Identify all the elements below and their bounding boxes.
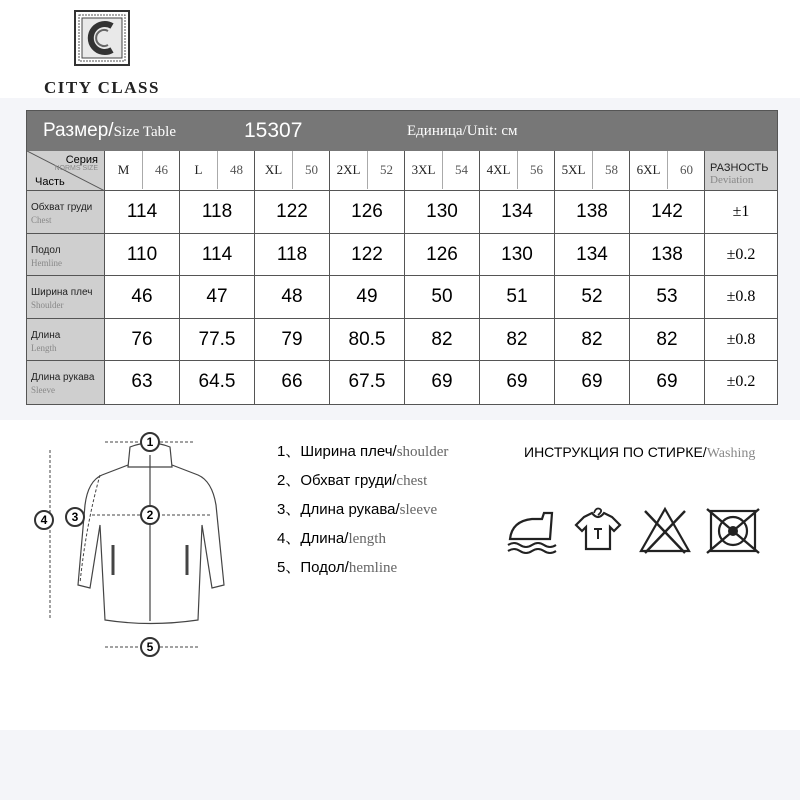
measurement-value: 76	[105, 319, 180, 362]
row-label-ru: Длина рукава	[31, 372, 95, 384]
measurement-value: 114	[105, 191, 180, 234]
size-header-cell	[180, 151, 255, 191]
legend-label-ru: Подол/	[300, 559, 349, 576]
size-header-cell	[555, 151, 630, 191]
measurement-value: 118	[255, 234, 330, 277]
row-label-cell	[27, 361, 105, 404]
legend-separator: 、	[285, 472, 301, 489]
measurement-value: 110	[105, 234, 180, 277]
measurement-value: 64.5	[180, 361, 255, 404]
footer-band	[0, 730, 800, 800]
legend-separator: 、	[285, 559, 301, 576]
measurement-value: 69	[405, 361, 480, 404]
legend-item	[277, 440, 497, 469]
size-header-cell	[630, 151, 705, 191]
legend-number: 5	[277, 559, 286, 576]
legend-number: 2	[277, 472, 286, 489]
row-label-cell	[27, 234, 105, 277]
row-label-cell	[27, 319, 105, 362]
measurement-value: 118	[180, 191, 255, 234]
legend-separator: 、	[285, 443, 301, 460]
size-number: 56	[530, 162, 543, 177]
table-corner-cell	[27, 151, 105, 191]
size-header-cell	[480, 151, 555, 191]
size-number: 48	[230, 162, 243, 177]
corner-norms-label: NORMS SIZE	[54, 165, 98, 172]
deviation-value: ±0.8	[705, 276, 777, 319]
row-label-ru: Длина	[31, 329, 61, 341]
row-label-cell	[27, 191, 105, 234]
measurement-value: 80.5	[330, 319, 405, 362]
deviation-value: ±0.2	[705, 234, 777, 277]
legend-label-en: shoulder	[396, 444, 449, 460]
legend-item	[277, 556, 497, 585]
hang-dry-icon	[570, 505, 626, 555]
deviation-header-cell	[705, 151, 777, 191]
legend-label-en: chest	[396, 473, 428, 489]
no-bleach-icon	[637, 505, 693, 555]
measurement-value: 48	[255, 276, 330, 319]
size-header-cell	[105, 151, 180, 191]
size-letter: 5XL	[555, 151, 593, 189]
legend-separator: 、	[285, 530, 301, 547]
care-title	[524, 444, 755, 462]
measurement-value: 52	[555, 276, 630, 319]
legend-item	[277, 469, 497, 498]
size-number: 60	[680, 162, 693, 177]
corner-part-label: Часть	[35, 176, 65, 188]
size-header-cell	[255, 151, 330, 191]
measurement-value: 69	[630, 361, 705, 404]
measurement-value: 82	[480, 319, 555, 362]
no-tumble-dry-icon	[705, 505, 761, 555]
measurement-value: 126	[330, 191, 405, 234]
legend-label-ru: Длина/	[300, 530, 349, 547]
care-title-ru: ИНСТРУКЦИЯ ПО СТИРКЕ/	[524, 444, 707, 460]
measurement-value: 63	[105, 361, 180, 404]
measurement-value: 67.5	[330, 361, 405, 404]
size-number: 54	[455, 162, 468, 177]
legend-item	[277, 498, 497, 527]
marker-5: 5	[146, 640, 154, 654]
corner-series-label: Серия	[65, 154, 98, 166]
measurement-value: 142	[630, 191, 705, 234]
brand-logo	[0, 0, 200, 98]
legend-label-ru: Обхват груди/	[300, 472, 397, 489]
measurement-value: 82	[630, 319, 705, 362]
row-label-en: Shoulder	[31, 300, 64, 311]
size-number: 52	[380, 162, 393, 177]
legend-number: 1	[277, 443, 286, 460]
measurement-value: 47	[180, 276, 255, 319]
measurement-value: 122	[255, 191, 330, 234]
measurement-value: 50	[405, 276, 480, 319]
measurement-value: 82	[555, 319, 630, 362]
size-table	[26, 110, 778, 405]
measurement-value: 138	[555, 191, 630, 234]
deviation-header-ru: РАЗНОСТЬ	[710, 162, 769, 174]
row-label-en: Hemline	[31, 257, 62, 268]
measurement-value: 82	[405, 319, 480, 362]
measurement-value: 138	[630, 234, 705, 277]
iron-icon	[502, 505, 558, 555]
measurement-value: 77.5	[180, 319, 255, 362]
measurement-legend	[277, 440, 497, 585]
table-title	[43, 120, 176, 142]
size-letter: 6XL	[630, 151, 668, 189]
unit-label: Единица/Unit: см	[407, 123, 518, 139]
size-letter: XL	[255, 151, 293, 189]
legend-item	[277, 527, 497, 556]
measurement-value: 79	[255, 319, 330, 362]
size-number: 58	[605, 162, 618, 177]
size-header-cell	[330, 151, 405, 191]
measurement-value: 69	[480, 361, 555, 404]
measurement-value: 69	[555, 361, 630, 404]
measurement-value: 126	[405, 234, 480, 277]
size-letter: 2XL	[330, 151, 368, 189]
marker-1: 1	[146, 435, 154, 449]
table-title-en: Size Table	[113, 124, 176, 140]
deviation-value: ±0.2	[726, 373, 756, 391]
city-class-logo-icon	[74, 10, 130, 66]
marker-4: 4	[40, 513, 48, 527]
measurement-value: 130	[405, 191, 480, 234]
care-title-en: Washing	[706, 446, 756, 461]
marker-3: 3	[71, 510, 79, 524]
measurement-value: 130	[480, 234, 555, 277]
legend-number: 4	[277, 530, 286, 547]
measurement-value: 46	[105, 276, 180, 319]
size-header-cell	[405, 151, 480, 191]
size-letter: L	[180, 151, 218, 189]
measurement-value: 122	[330, 234, 405, 277]
measurement-value: 53	[630, 276, 705, 319]
measurement-value: 66	[255, 361, 330, 404]
table-header	[27, 111, 777, 151]
row-label-ru: Обхват груди	[31, 202, 93, 213]
brand-name: CITY CLASS	[44, 78, 160, 97]
legend-label-ru: Ширина плеч/	[300, 443, 397, 460]
row-label-en: Sleeve	[31, 385, 55, 396]
marker-2: 2	[146, 508, 154, 522]
measurement-value: 134	[555, 234, 630, 277]
deviation-value: ±1	[705, 191, 777, 234]
table-title-ru: Размер/	[43, 120, 114, 141]
size-number: 50	[305, 162, 318, 177]
deviation-header-en: Deviation	[710, 174, 754, 186]
coat-measurement-diagram	[30, 425, 250, 665]
legend-separator: 、	[285, 501, 301, 518]
row-label-cell	[27, 276, 105, 319]
legend-number: 3	[277, 501, 286, 518]
deviation-value: ±0.8	[705, 319, 777, 362]
legend-label-en: sleeve	[399, 502, 438, 518]
coat-body	[78, 465, 224, 624]
legend-label-en: hemline	[348, 560, 398, 576]
article-number: 15307	[244, 119, 303, 142]
size-letter: M	[105, 151, 143, 189]
legend-label-en: length	[348, 531, 386, 547]
size-grid	[27, 151, 777, 404]
legend-label-ru: Длина рукава/	[300, 501, 400, 518]
row-label-en: Length	[31, 342, 57, 353]
size-number: 46	[155, 162, 168, 177]
row-label-en: Chest	[31, 215, 52, 225]
row-label-ru: Подол	[31, 244, 61, 256]
row-label-ru: Ширина плеч	[31, 287, 93, 299]
size-letter: 3XL	[405, 151, 443, 189]
measurement-value: 51	[480, 276, 555, 319]
measurement-value: 134	[480, 191, 555, 234]
measurement-value: 49	[330, 276, 405, 319]
measurement-value: 114	[180, 234, 255, 277]
size-letter: 4XL	[480, 151, 518, 189]
